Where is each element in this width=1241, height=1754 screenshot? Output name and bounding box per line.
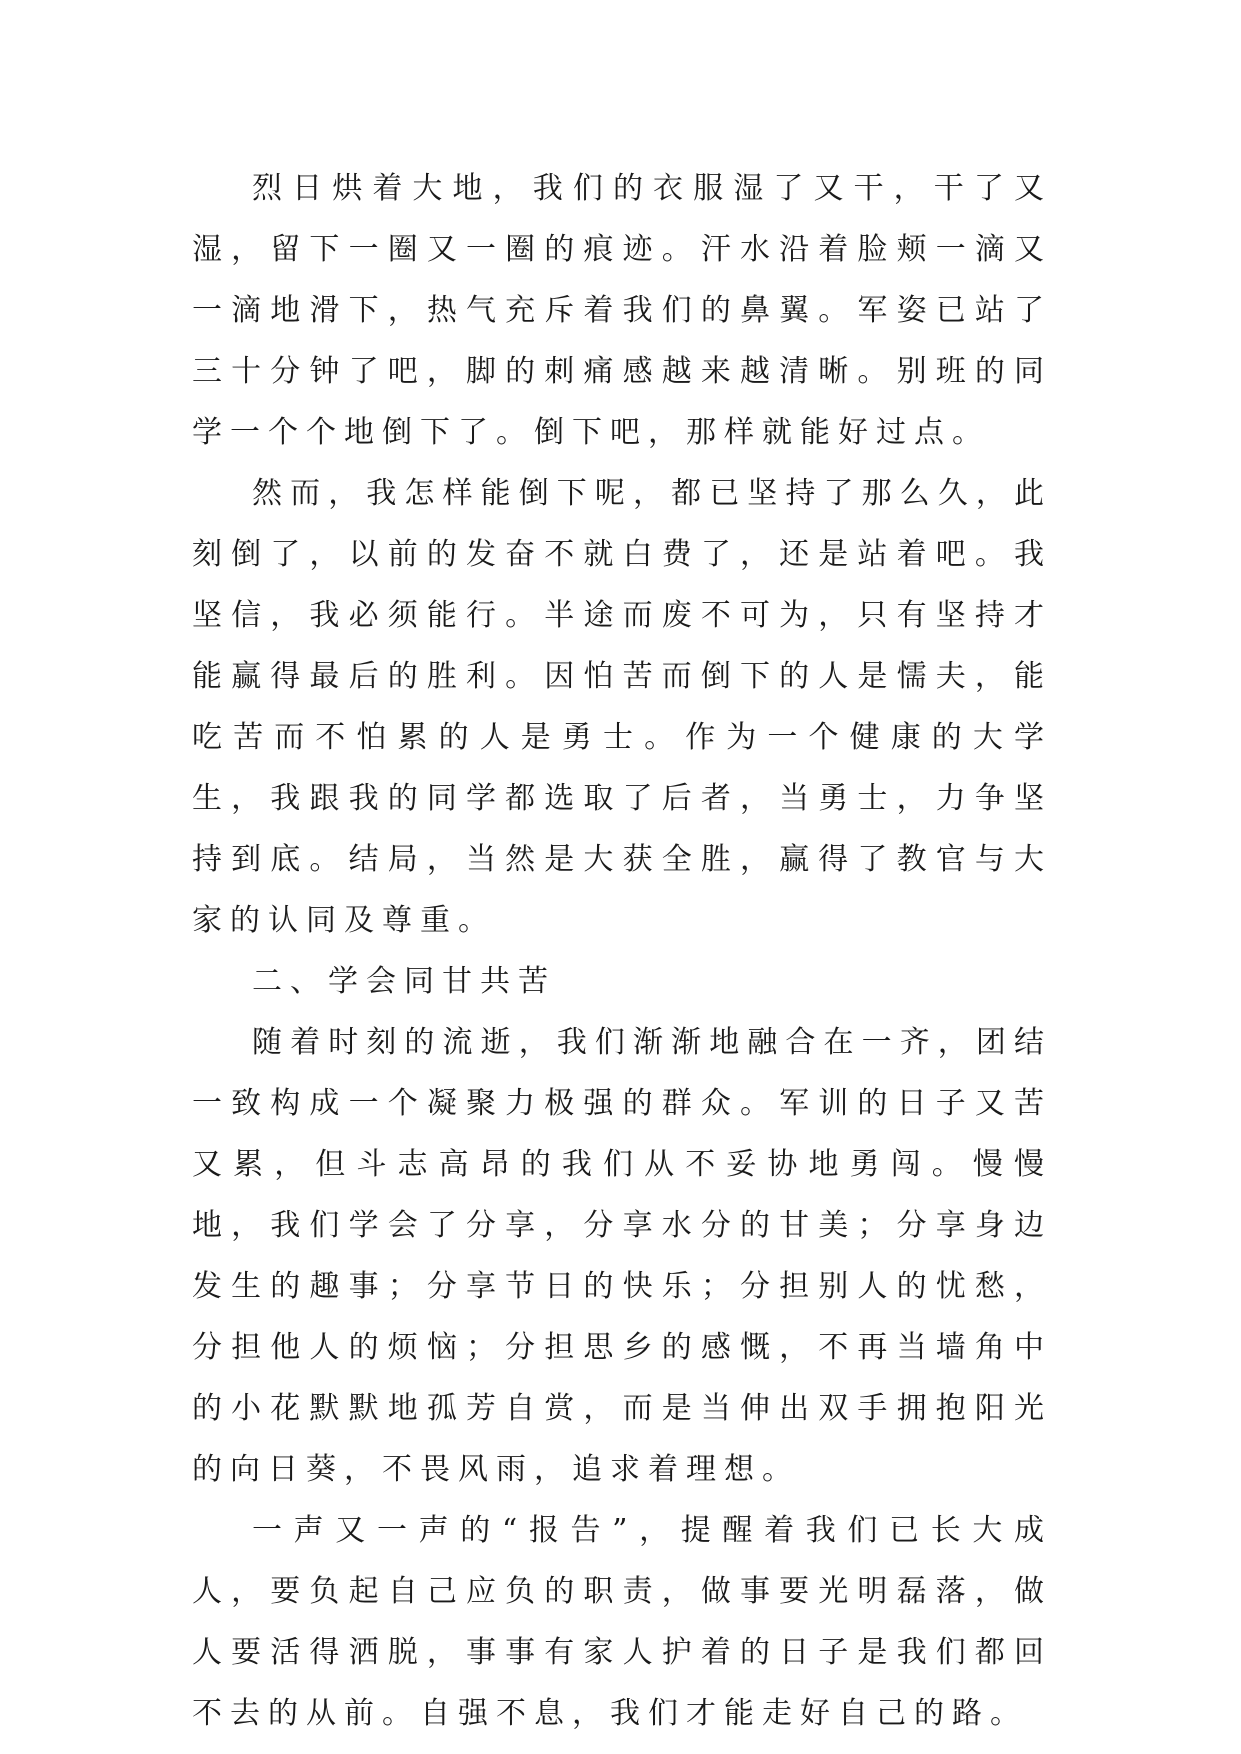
paragraph-2: 然而，我怎样能倒下呢，都已坚持了那么久，此刻倒了，以前的发奋不就白费了，还是站着吧。我坚信，我必须能行。半途而废不可为，只有坚持才能赢得最后的胜利。因怕苦而倒下的人是懦夫，能吃苦而不怕累的人是勇士。作为一个健康的大学生，我跟我的同学都选取了后者，当勇士，力争坚持到底。结局，当然是大获全胜，赢得了教官与大家的认同及尊重。 xyxy=(192,476,1052,938)
paragraph-1: 烈日烘着大地，我们的衣服湿了又干，干了又湿，留下一圈又一圈的痕迹。汗水沿着脸颊一滴又一滴地滑下，热气充斥着我们的鼻翼。军姿已站了三十分钟了吧，脚的刺痛感越来越清晰。别班的同学一个个地倒下了。倒下吧，那样就能好过点。 xyxy=(192,171,1052,450)
paragraph-4: 一声又一声的“报告”，提醒着我们已长大成人，要负起自己应负的职责，做事要光明磊落，做人要活得洒脱，事事有家人护着的日子是我们都回不去的从前。自强不息，我们才能走好自己的路。 xyxy=(192,1513,1052,1731)
paragraph-3: 随着时刻的流逝，我们渐渐地融合在一齐，团结一致构成一个凝聚力极强的群众。军训的日子又苦又累，但斗志高昂的我们从不妥协地勇闯。慢慢地，我们学会了分享，分享水分的甘美；分享身边发生的趣事；分享节日的快乐；分担别人的忧愁，分担他人的烦恼；分担思乡的感慨，不再当墙角中的小花默默地孤芳自赏，而是当伸出双手拥抱阳光的向日葵，不畏风雨，追求着理想。 xyxy=(192,1025,1052,1487)
document-body xyxy=(192,158,1052,1744)
section-heading: 二、学会同甘共苦 xyxy=(252,964,556,999)
